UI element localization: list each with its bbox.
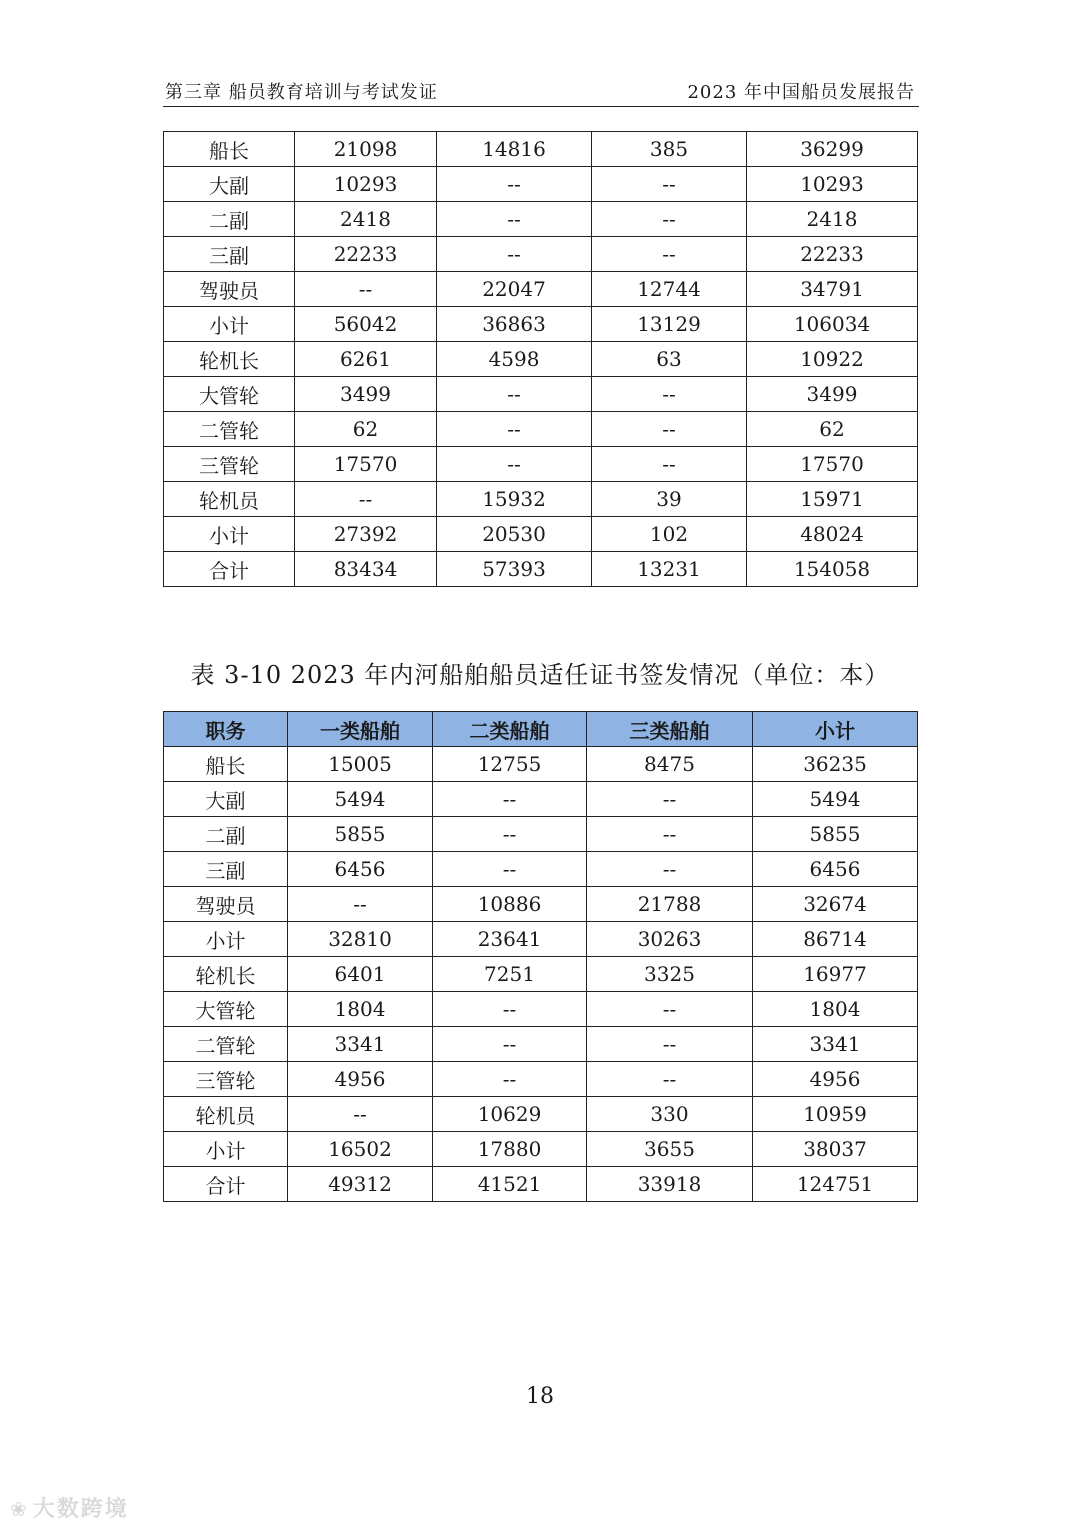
value-cell: 330 [587,1097,753,1132]
position-cell: 三副 [164,852,288,887]
value-cell: 49312 [288,1167,433,1202]
certificate-table-continued [163,131,918,587]
position-cell: 大管轮 [164,377,295,412]
value-cell: -- [587,852,753,887]
inland-certificate-table [163,711,918,1202]
table-row [164,517,918,552]
table-row [164,447,918,482]
value-cell: -- [592,237,747,272]
value-cell: 22233 [295,237,437,272]
position-cell: 合计 [164,1167,288,1202]
value-cell: 32810 [288,922,433,957]
table-row [164,1132,918,1167]
table-row [164,887,918,922]
value-cell: 4598 [437,342,592,377]
value-cell: 5855 [753,817,918,852]
value-cell: -- [587,992,753,1027]
value-cell: 10959 [753,1097,918,1132]
table-row [164,782,918,817]
value-cell: 36863 [437,307,592,342]
value-cell: 57393 [437,552,592,587]
value-cell: -- [288,887,433,922]
position-cell: 三管轮 [164,447,295,482]
value-cell: 6456 [753,852,918,887]
value-cell: -- [433,992,587,1027]
value-cell: -- [437,447,592,482]
value-cell: -- [592,167,747,202]
value-cell: 21098 [295,132,437,167]
column-header: 一类船舶 [288,712,433,747]
position-cell: 轮机员 [164,482,295,517]
position-cell: 船长 [164,132,295,167]
value-cell: 3655 [587,1132,753,1167]
value-cell: 30263 [587,922,753,957]
value-cell: -- [587,1062,753,1097]
report-title: 2023 年中国船员发展报告 [687,82,915,103]
value-cell: 10293 [295,167,437,202]
value-cell: 17570 [747,447,918,482]
value-cell: 6401 [288,957,433,992]
value-cell: 10629 [433,1097,587,1132]
watermark [10,1492,129,1523]
value-cell: -- [592,447,747,482]
value-cell: -- [433,817,587,852]
value-cell: 62 [747,412,918,447]
value-cell: 10293 [747,167,918,202]
value-cell: 154058 [747,552,918,587]
value-cell: 34791 [747,272,918,307]
value-cell: 21788 [587,887,753,922]
value-cell: 12744 [592,272,747,307]
value-cell: 6261 [295,342,437,377]
value-cell: -- [587,1027,753,1062]
watermark-text: 大数跨境 [32,1497,129,1522]
page-header [163,76,919,107]
table-row [164,482,918,517]
value-cell: 13231 [592,552,747,587]
value-cell: 62 [295,412,437,447]
value-cell: 27392 [295,517,437,552]
table-row [164,412,918,447]
value-cell: 106034 [747,307,918,342]
position-cell: 轮机长 [164,957,288,992]
value-cell: 10922 [747,342,918,377]
value-cell: -- [295,482,437,517]
value-cell: -- [295,272,437,307]
position-cell: 大副 [164,782,288,817]
position-cell: 小计 [164,1132,288,1167]
table-row [164,1097,918,1132]
value-cell: 17570 [295,447,437,482]
value-cell: 56042 [295,307,437,342]
position-cell: 二副 [164,817,288,852]
value-cell: 13129 [592,307,747,342]
value-cell: 4956 [288,1062,433,1097]
position-cell: 小计 [164,922,288,957]
value-cell: 38037 [753,1132,918,1167]
value-cell: 39 [592,482,747,517]
value-cell: 1804 [288,992,433,1027]
table-caption: 表 3-10 2023 年内河船舶船员适任证书签发情况（单位：本） [190,661,890,689]
value-cell: -- [437,377,592,412]
position-cell: 船长 [164,747,288,782]
table-row [164,202,918,237]
value-cell: 20530 [437,517,592,552]
value-cell: 15971 [747,482,918,517]
table-row [164,552,918,587]
value-cell: -- [437,167,592,202]
table-row [164,167,918,202]
table-row [164,957,918,992]
value-cell: 36299 [747,132,918,167]
position-cell: 三副 [164,237,295,272]
value-cell: -- [587,782,753,817]
table-row [164,132,918,167]
position-cell: 小计 [164,517,295,552]
value-cell: 102 [592,517,747,552]
position-cell: 驾驶员 [164,887,288,922]
value-cell: 2418 [747,202,918,237]
value-cell: 16502 [288,1132,433,1167]
value-cell: -- [433,1027,587,1062]
value-cell: 3499 [295,377,437,412]
value-cell: -- [437,412,592,447]
table-row [164,747,918,782]
page-number: 18 [526,1384,554,1409]
position-cell: 小计 [164,307,295,342]
value-cell: 1804 [753,992,918,1027]
table-row [164,342,918,377]
table-row [164,237,918,272]
value-cell: 3341 [288,1027,433,1062]
column-header: 职务 [164,712,288,747]
value-cell: -- [437,202,592,237]
table-bottom-body [164,747,918,1202]
value-cell: 15005 [288,747,433,782]
value-cell: 5494 [288,782,433,817]
table-row [164,272,918,307]
value-cell: 385 [592,132,747,167]
value-cell: -- [288,1097,433,1132]
value-cell: 22047 [437,272,592,307]
chapter-title: 第三章 船员教育培训与考试发证 [165,82,438,103]
value-cell: 4956 [753,1062,918,1097]
value-cell: -- [592,202,747,237]
column-header: 二类船舶 [433,712,587,747]
position-cell: 大副 [164,167,295,202]
value-cell: 16977 [753,957,918,992]
table-top-body [164,132,918,587]
position-cell: 合计 [164,552,295,587]
position-cell: 轮机员 [164,1097,288,1132]
table-row [164,1027,918,1062]
table-row [164,922,918,957]
value-cell: 8475 [587,747,753,782]
value-cell: 48024 [747,517,918,552]
value-cell: 15932 [437,482,592,517]
value-cell: 3499 [747,377,918,412]
table-row [164,852,918,887]
value-cell: 22233 [747,237,918,272]
table-row [164,1062,918,1097]
value-cell: -- [437,237,592,272]
value-cell: 33918 [587,1167,753,1202]
position-cell: 二副 [164,202,295,237]
position-cell: 大管轮 [164,992,288,1027]
value-cell: 2418 [295,202,437,237]
value-cell: 6456 [288,852,433,887]
value-cell: -- [433,1062,587,1097]
value-cell: -- [592,412,747,447]
value-cell: -- [587,817,753,852]
value-cell: 83434 [295,552,437,587]
position-cell: 二管轮 [164,412,295,447]
logo-icon: ❀ [10,1497,29,1521]
column-header: 小计 [753,712,918,747]
value-cell: 41521 [433,1167,587,1202]
table-row [164,817,918,852]
value-cell: 63 [592,342,747,377]
value-cell: 7251 [433,957,587,992]
position-cell: 三管轮 [164,1062,288,1097]
value-cell: 5494 [753,782,918,817]
value-cell: 36235 [753,747,918,782]
position-cell: 驾驶员 [164,272,295,307]
position-cell: 轮机长 [164,342,295,377]
table-row [164,992,918,1027]
value-cell: -- [592,377,747,412]
value-cell: 5855 [288,817,433,852]
table-row [164,1167,918,1202]
position-cell: 二管轮 [164,1027,288,1062]
value-cell: 86714 [753,922,918,957]
value-cell: 12755 [433,747,587,782]
value-cell: 14816 [437,132,592,167]
column-header: 三类船舶 [587,712,753,747]
value-cell: -- [433,782,587,817]
value-cell: 23641 [433,922,587,957]
value-cell: 10886 [433,887,587,922]
table-header-row [164,712,918,747]
value-cell: -- [433,852,587,887]
table-row [164,307,918,342]
table-row [164,377,918,412]
value-cell: 124751 [753,1167,918,1202]
value-cell: 17880 [433,1132,587,1167]
value-cell: 32674 [753,887,918,922]
value-cell: 3325 [587,957,753,992]
value-cell: 3341 [753,1027,918,1062]
